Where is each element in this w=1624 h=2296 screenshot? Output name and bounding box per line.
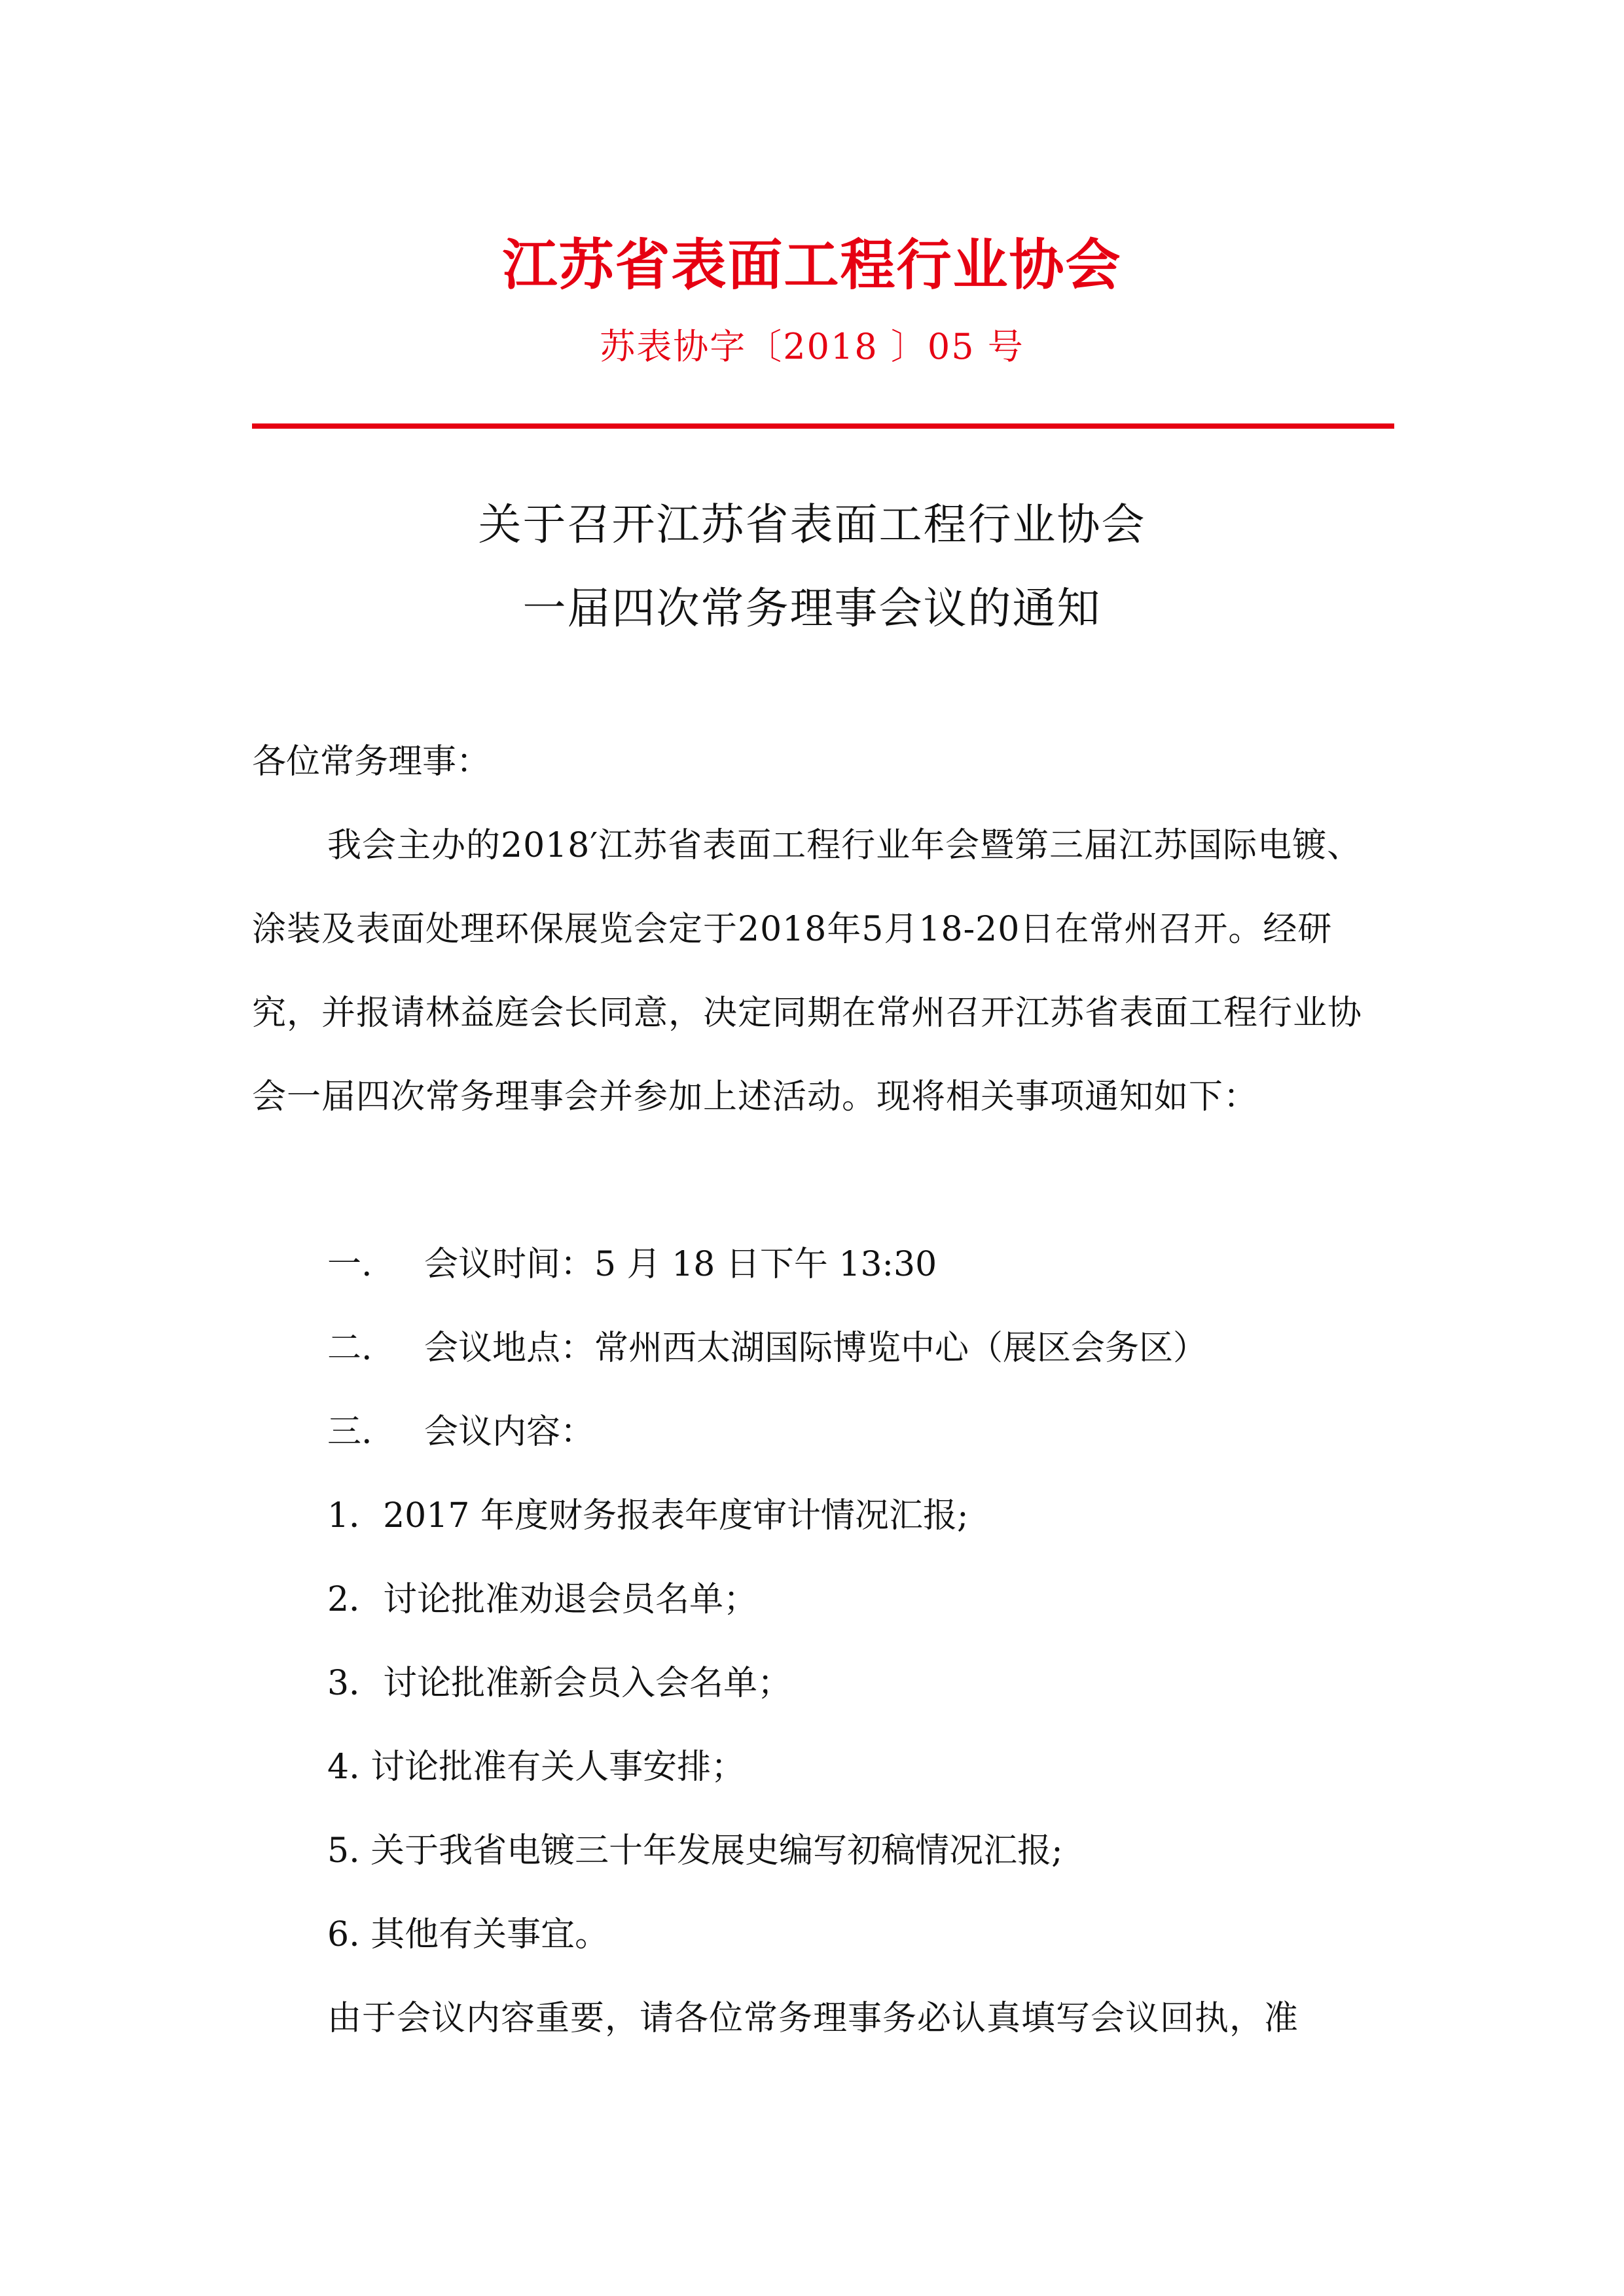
section-text: 会议时间：5 月 18 日下午 13:30 — [424, 1245, 937, 1284]
section-text: 会议内容： — [424, 1412, 595, 1452]
salutation: 各位常务理事： — [252, 742, 491, 781]
header-divider — [252, 423, 1394, 429]
document-number: 苏表协字〔2018 〕05 号 — [600, 326, 1024, 367]
agenda-item: 1．2017 年度财务报表年度审计情况汇报; — [327, 1496, 969, 1535]
document-title-line-1: 关于召开江苏省表面工程行业协会 — [478, 499, 1146, 550]
agenda-item: 3．讨论批准新会员入会名单； — [327, 1664, 792, 1703]
closing-paragraph: 由于会议内容重要，请各位常务理事务必认真填写会议回执，准 — [327, 1999, 1299, 2038]
section-text: 会议地点：常州西太湖国际博览中心（展区会务区） — [424, 1329, 1208, 1368]
section-number: 二. — [327, 1329, 372, 1368]
agenda-item: 5. 关于我省电镀三十年发展史编写初稿情况汇报; — [327, 1831, 1063, 1871]
section-number: 三. — [327, 1412, 372, 1452]
agenda-item: 2．讨论批准劝退会员名单； — [327, 1580, 758, 1619]
organization-name: 江苏省表面工程行业协会 — [502, 233, 1122, 297]
notice-items — [252, 1223, 1394, 1977]
section-item — [327, 1390, 1394, 1474]
agenda-item: 4. 讨论批准有关人事安排； — [327, 1748, 746, 1787]
document-title-line-2: 一届四次常务理事会议的通知 — [522, 583, 1102, 634]
intro-paragraph: 我会主办的2018′江苏省表面工程行业年会暨第三届江苏国际电镀、涂装及表面处理环保展览会定于2018年5月18-20日在常州召开。经研究，并报请林益庭会长同意，决定同期在常州召开江苏省表面工程行业协会一届四次常务理事会并参加上述活动。现将相关事项通知如下： — [252, 826, 1363, 1117]
section-item — [327, 1223, 1394, 1306]
agenda-item: 6. 其他有关事宜。 — [327, 1915, 609, 1954]
section-item — [327, 1306, 1394, 1390]
section-number: 一. — [327, 1245, 372, 1284]
